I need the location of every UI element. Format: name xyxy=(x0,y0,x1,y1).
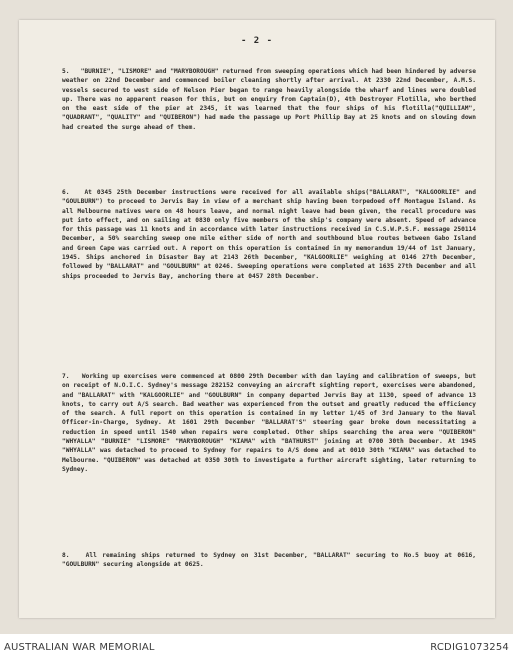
paragraph-7: 7. Working up exercises were commenced at 0800 29th December with dan laying and calibration of sweeps, but on receipt of N.O.I.C. Sydney's message 282152 conveying an aircraft sighting report, exercises were abandoned, and "BALLARAT" with "KALGOORLIE" and "GOULBURN" in company departed Jervis Bay at 1130, speed of advance 13 knots, to carry out A/S search. Bad weather was experienced from the outset and greatly reduced the efficiency of the search. A full report on this operation is contained in my letter 1/45 of 3rd January to the Naval Officer-in-Charge, Sydney. At 1601 29th December "BALLARAT'S" steering gear broke down necessitating a reduction in speed until 1540 when repairs were completed. Other ships searching the area were "QUIBERON" "WHYALLA" "BURNIE" "LISMORE" "MARYBOROUGH" "KIAMA" with "BATHURST" joining at 0700 30th December. At 1945 "WHYALLA" was detached to proceed to Sydney for repairs to A/S dome and at 0010 30th "KIAMA" was detached to Melbourne. "QUIBERON" was detached at 0350 30th to investigate a further aircraft sighting, later returning to Sydney. xyxy=(62,373,480,473)
page-number: - 2 - xyxy=(240,36,274,46)
document-page xyxy=(19,20,495,618)
footer-archive-name: AUSTRALIAN WAR MEMORIAL xyxy=(4,642,155,653)
paragraph-5: 5. "BURNIE", "LISMORE" and "MARYBOROUGH" returned from sweeping operations which had been hindered by adverse weather on 22nd December and commenced boiler cleaning shortly after arrival. At 2330 22nd December, A.M.S. vessels secured to west side of Nelson Pier began to range heavily alongside the wharf and lines were doubled up. There was no apparent reason for this, but on enquiry from Captain(D), 4th Destroyer Flotilla, who berthed on the east side of the pier at 2345, it was learned that the four ships of his flotilla("QUILLIAM", "QUADRANT", "QUALITY" and "QUIBERON") had made the passage up Port Phillip Bay at 25 knots and on slowing down had created the surge ahead of them. xyxy=(62,68,480,131)
paragraph-6: 6. At 0345 25th December instructions were received for all available ships("BALLARAT", "KALGOORLIE" and "GOULBURN") to proceed to Jervis Bay in view of a merchant ship having been torpedoed off Montague Island. As all Melbourne natives were on 48 hours leave, and normal night leave had been given, the recall procedure was put into effect, and on sailing at 0830 only five members of the ship's company were absent. Speed of advance for this passage was 11 knots and in accordance with later instructions received in C.S.W.P.S.F. message 250114 December, a 50% searching sweep one mile either side of north and southbound blue routes between Gabo Island and Green Cape was carried out. A report on this operation is contained in my memorandum 19/44 of 1st January, 1945. Ships anchored in Disaster Bay at 2143 26th December, "KALGOORLIE" weighing at 0146 27th December, followed by "BALLARAT" and "GOULBURN" at 0246. Sweeping operations were completed at 1635 27th December and all ships proceeded to Jervis Bay, anchoring there at 0457 28th December. xyxy=(62,189,480,280)
footer-record-id: RCDIG1073254 xyxy=(430,642,509,653)
paragraph-8: 8. All remaining ships returned to Sydney on 31st December, "BALLARAT" securing to No.5 buoy at 0616, "GOULBURN" securing alongside at 0625. xyxy=(62,552,480,569)
